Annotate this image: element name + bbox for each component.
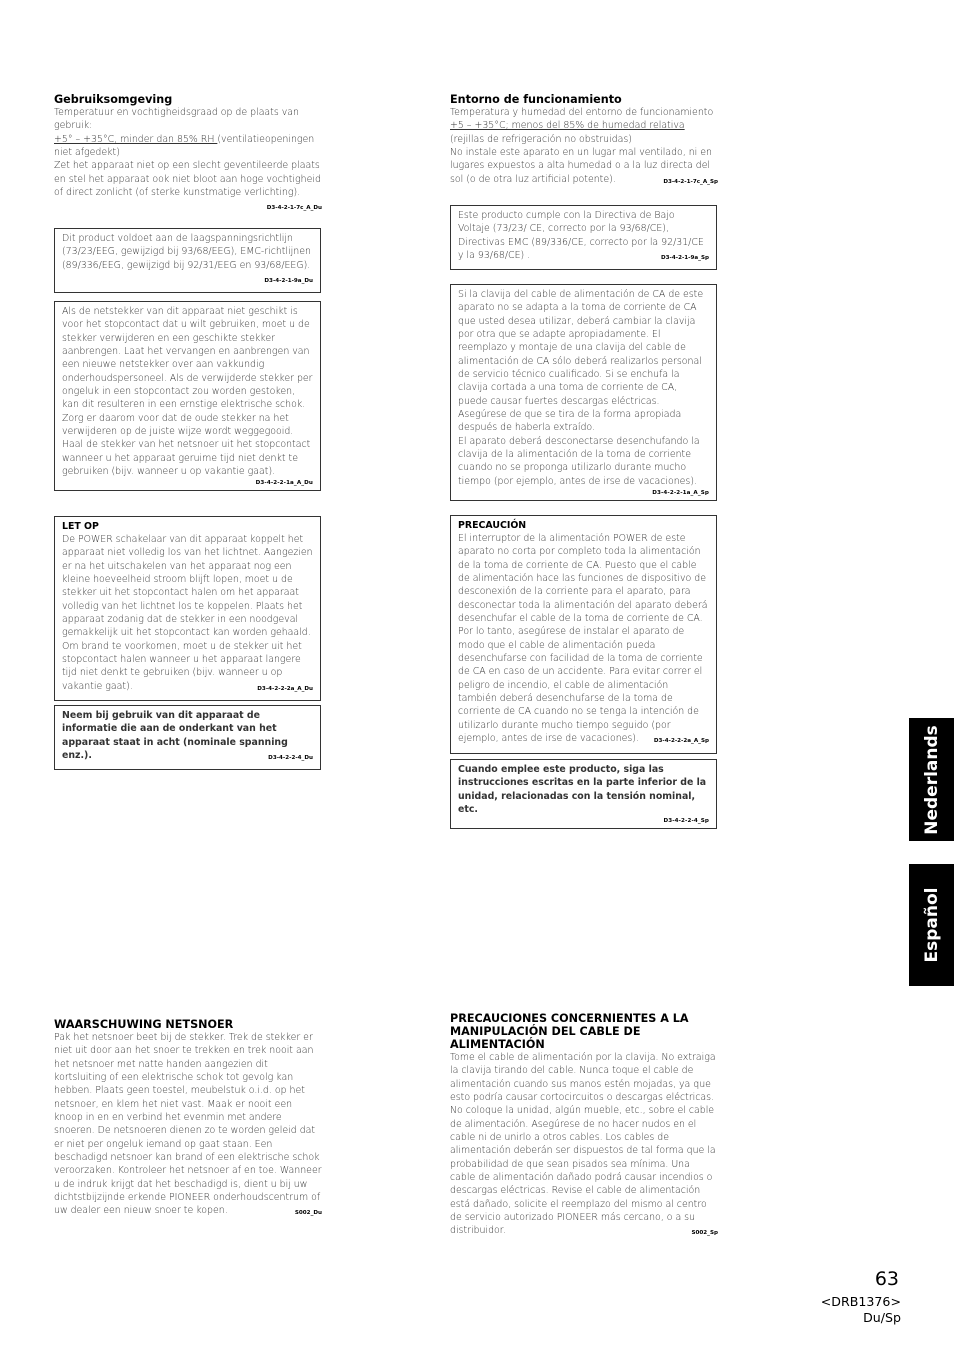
section-entorno: [450, 93, 718, 189]
env-range: [54, 133, 322, 160]
page-number: 63: [874, 1268, 899, 1290]
doc-code: D3-4-2-1-9a_Du: [264, 278, 313, 285]
precaucion-text: [458, 532, 709, 746]
env-intro: Temperatuur en vochtigheidsgraad op de plaats van gebruik:: [54, 107, 299, 132]
doc-code: D3-4-2-2-2a_A_Du: [257, 685, 313, 692]
model-code: [821, 1294, 901, 1326]
lvd-text: [458, 209, 709, 262]
cord-text: [54, 1031, 322, 1218]
section-gebruiksomgeving: [54, 93, 322, 216]
cord-text-body: Tome el cable de alimentación por la clavija. No extraiga la clavija tirando del cable. Nunca toque el cable de alimentación cuando sus manos estén mojadas, ya que esto podría causar cortocircuitos o descargas eléctricas. No coloque la unidad, algún mueble, etc., sobre el cable de alimentación. Asegúrese de no hacer nudos en el cable ni de unirlo a otros cables. Los cables de alimentación deberán ser dispuestos de tal forma que la probabilidad de que sean pisados sea mínima. Una cable de alimentación dañado podrá causar incendios o descargas eléctricas. Revise el cable de alimentación está dañado, solicite el reemplazo del mismo al centro de servicio autorizado PIONEER más cercano, o a su distribuidor.: [450, 1052, 716, 1237]
env-range-underlined: +5° – +35°C, minder dan 85% RH: [54, 133, 218, 145]
box-lvd-du: [54, 228, 321, 293]
section-waarschuwing-netsnoer: [54, 1018, 322, 1221]
precaucion-text-body: El interruptor de la alimentación POWER de este aparato no corta por completo toda la alimentación de la toma de corriente de CA. Puesto que el cable de alimentación hace las funciones de dispositivo de desconexión de la corriente para el aparato, para desconectar toda la alimentación del aparato deberá desenchufar el cable de la toma de corriente de CA. Por lo tanto, asegúrese de instalar el aparato de modo que el cable de alimentación pueda desenchufarse con facilidad de la toma de corriente de CA en caso de un accidente. Para evitar correr el peligro de incendio, el cable de alimentación también deberá desenchufarse de la toma de corriente de CA cuando no se tenga la intención de utilizarlo durante mucho tiempo seguido (por ejemplo, antes de irse de vacaciones).: [458, 533, 708, 745]
section-title: PRECAUCIONES CONCERNIENTES A LA MANIPULACIÓN DEL CABLE DE ALIMENTACIÓN: [450, 1012, 689, 1051]
language-tab-nederlands[interactable]: [909, 718, 954, 841]
model-number: <DRB1376>: [820, 1294, 901, 1309]
plug-text1: Si la clavija del cable de alimentación de CA de este aparato no se adapta a la toma de corriente de CA que usted desea utilizar, deberá cambiar la clavija por otra que se adapte apropiadamente. El reemplazo y montaje de una clavija del cable de alimentación de CA sólo deberá realizarlos personal de servicio técnico cualificado. Si se enchufa la clavija cortada a una toma de corriente de CA, puede causar fuertes descargas eléctricas. Asegúrese de que se tira de la forma apropiada después de haberla extraído.: [458, 289, 704, 434]
env-intro: Temperatura y humedad del entorno de funcionamiento: [450, 107, 714, 118]
box-precaucion: [450, 515, 717, 754]
doc-code: S002_Du: [294, 1210, 322, 1217]
box-rating-sp: [450, 759, 717, 829]
section-title: Gebruiksomgeving: [54, 93, 173, 106]
env-range: [450, 119, 718, 132]
rating-text: Cuando emplee este producto, siga las instrucciones escritas en la parte inferior de la unidad, relacionadas con la tensión nominal, etc.: [458, 764, 707, 816]
language-tab-espanol[interactable]: [909, 864, 954, 986]
env-body: [450, 146, 718, 186]
section-precauciones-cable: [450, 1012, 718, 1241]
precaucion-title: PRECAUCIÓN: [458, 520, 527, 531]
doc-code: D3-4-2-2-1a_A_Du: [255, 480, 313, 487]
box-plug-du: [54, 301, 321, 491]
cord-text-body: Pak het netsnoer beet bij de stekker. Trek de stekker er niet uit door aan het snoer te trekken en trek nooit aan het netsnoer met natte handen aangezien dit kortsluiting of een elektrische schok tot gevolg kan hebben. Plaats geen toestel, meubelstuk o.i.d. op het netsnoer, en klem het niet vast. Maak er nooit een knoop in en en verbind het evenmin met andere snoeren. De netsnoeren dienen zo te worden geleid dat er niet per ongeluk iemand op gaat staan. Een beschadigd netsnoer kan brand of een elektrische schok veroorzaken. Kontroleer het netsnoer af en toe. Wanneer u de indruk krijgt dat het beschadigd is, dient u bij uw dichtstbijzijnde erkende PIONEER onderhoudscentrum of uw dealer een nieuw snoer te kopen.: [54, 1032, 322, 1217]
env-body-text: Zet het apparaat niet op een slecht geventileerde plaats en stel het apparaat ook niet bloot aan hoge vochtigheid of direct zonlicht (of sterke kunstmatige verlichting).: [54, 160, 321, 199]
language-code: Du/Sp: [863, 1310, 901, 1325]
box-rating-du: [54, 705, 321, 770]
doc-code: S002_Sp: [691, 1230, 718, 1237]
env-vent: (rejillas de refrigeración no obstruidas): [450, 133, 632, 145]
box-letop: [54, 516, 321, 701]
letop-text-body: De POWER schakelaar van dit apparaat koppelt het apparaat niet volledig los van het lichtnet. Aangezien er na het uitschakelen van het apparaat nog een kleine hoeveelheid stroom blijft lopen, moet u de stekker uit het stopcontact halen om het apparaat volledig van het lichtnet los te koppelen. Plaats het apparaat zodanig dat de stekker in een noodgeval gemakkelijk uit het stopcontact kan worden gehaald. Om brand te voorkomen, moet u de stekker uit het stopcontact halen wanneer u het apparaat langere tijd niet denkt te gebruiken (bijv. wanneer u op vakantie gaat).: [62, 534, 313, 692]
letop-title: LET OP: [62, 521, 99, 532]
cord-text: [450, 1051, 718, 1238]
lvd-text-body: Este producto cumple con la Directiva de Bajo Voltaje (73/23/ CE, correcto por la 93/68/CE), Directivas EMC (89/336/CE, correcto por la 92/31/CE y la 93/68/CE) .: [458, 210, 704, 262]
plug-text1: Als de netstekker van dit apparaat niet geschikt is voor het stopcontact dat u wilt gebruiken, moet u de stekker verwijderen en een geschikte stekker aanbrengen. Laat het vervangen en aanbrengen van een nieuwe netstekker over aan vakkundig onderhoudspersoneel. Als de verwijderde stekker per ongeluk in een stopcontact zou worden gestoken, kan dit resulteren in een ernstige elektrische schok. Zorg er daarom voor dat de oude stekker na het verwijderen op de juiste wijze wordt weggegooid.: [62, 306, 313, 438]
env-body: [54, 159, 322, 212]
rating-text: [62, 709, 313, 762]
plug-text2: El aparato deberá desconectarse desenchufando la clavija de la alimentación de la toma de corriente cuando no se proponga utilizarlo durante mucho tiempo (por ejemplo, antes de irse de vacaciones).: [458, 435, 700, 487]
rating-text-body: Neem bij gebruik van dit apparaat de informatie die aan de onderkant van het apparaat staat in acht (nominale spanning enz.).: [62, 710, 288, 762]
plug-text2: Haal de stekker van het netsnoer uit het stopcontact wanneer u het apparaat geruime tijd niet denkt te gebruiken (bijv. wanneer u op vakantie gaat).: [62, 439, 311, 478]
tab-label: Nederlands: [921, 724, 942, 835]
lvd-text: [62, 232, 313, 285]
box-lvd-sp: [450, 205, 717, 270]
section-title: WAARSCHUWING NETSNOER: [54, 1018, 234, 1031]
env-body-text: No instale este aparato en un lugar mal ventilado, ni en lugares expuestos a alta humedad o a la luz directa del sol (o de otra luz artificial potente).: [450, 147, 712, 185]
lvd-text-body: Dit product voldoet aan de laagspanningsrichtlijn (73/23/EEG, gewijzigd bij 93/68/EEG), EMC-richtlijnen (89/336/EEG, gewijzigd bij 92/31/EEG en 93/68/EEG).: [62, 233, 311, 271]
doc-code: D3-4-2-1-7c_A_Sp: [663, 178, 718, 185]
doc-code: D3-4-2-1-9a_Sp: [661, 255, 709, 262]
env-range-underlined: +5 – +35°C; menos del 85% de humedad relativa: [450, 120, 685, 132]
letop-text: [62, 533, 313, 693]
doc-code: D3-4-2-2-4_Du: [268, 755, 313, 762]
doc-code: D3-4-2-2-2a_A_Sp: [653, 738, 709, 745]
doc-code: D3-4-2-2-4_Sp: [663, 818, 709, 825]
tab-label: Español: [921, 887, 942, 963]
env-range-rest: (ventilatieopeningen niet afgedekt): [54, 133, 315, 159]
doc-code: D3-4-2-2-1a_A_Sp: [652, 490, 709, 497]
box-plug-sp: [450, 284, 717, 501]
doc-code: D3-4-2-1-7c_A_Du: [266, 205, 322, 212]
section-title: Entorno de funcionamiento: [450, 93, 622, 106]
